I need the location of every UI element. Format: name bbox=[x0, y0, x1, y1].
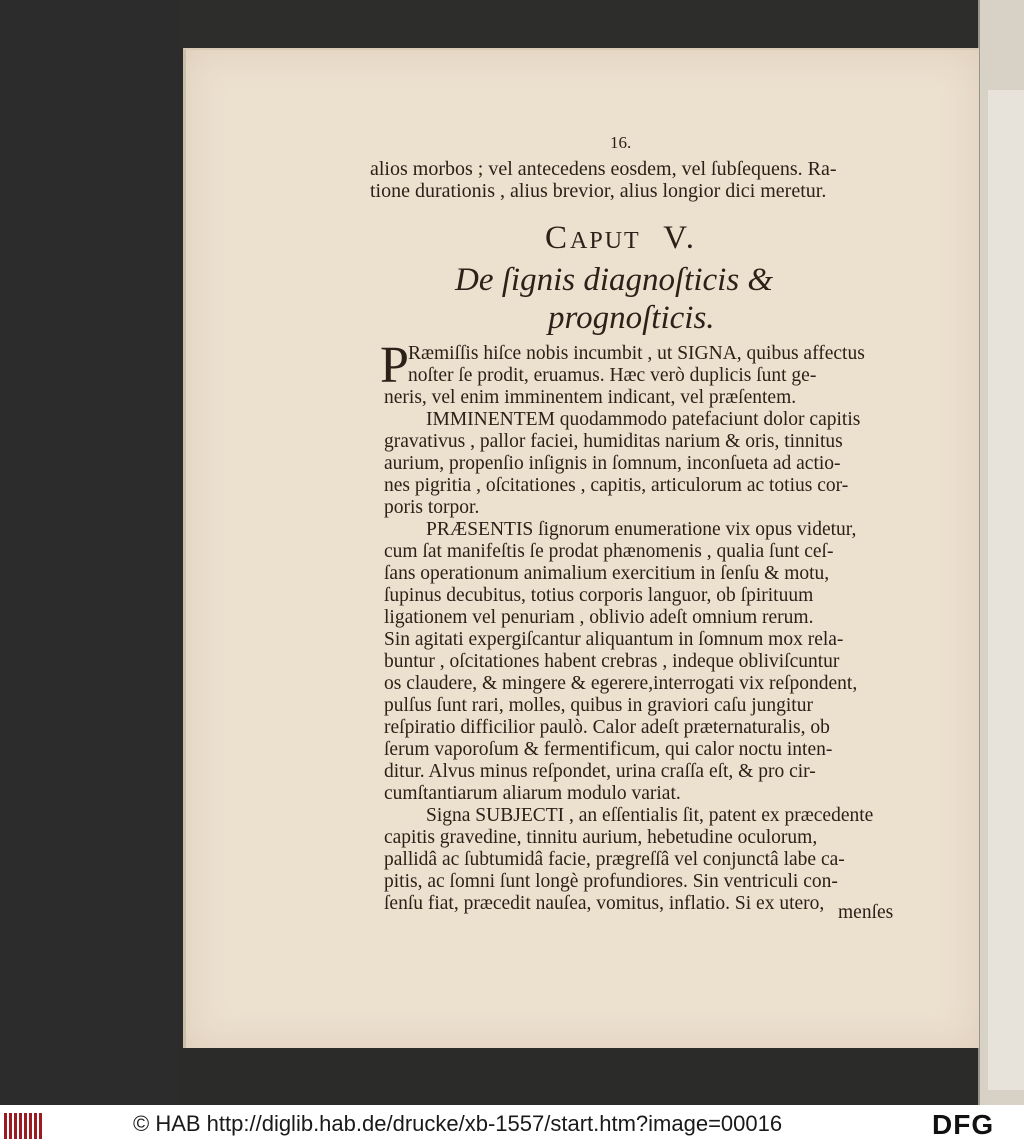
body-line: os claudere, & mingere & egerere,interrogati vix reſpondent, bbox=[384, 673, 858, 694]
chapter-heading bbox=[545, 220, 697, 257]
body-line: nes pigritia , oſcitationes , capitis, articulorum ac totius cor- bbox=[384, 475, 849, 496]
body-line: ditur. Alvus minus reſpondet, urina craſſa eſt, & pro cir- bbox=[384, 761, 816, 782]
body-line: Sin agitati expergiſcantur aliquantum in ſomnum mox rela- bbox=[384, 629, 844, 650]
dfg-logo: DFG bbox=[932, 1109, 995, 1140]
catchword: menſes bbox=[838, 902, 894, 923]
body-line: neris, vel enim imminentem indicant, vel præſentem. bbox=[384, 387, 797, 408]
body-line: ligationem vel penuriam , oblivio adeſt omnium rerum. bbox=[384, 607, 814, 628]
opening-line-1: alios morbos ; vel antecedens eosdem, vel ſubſequens. Ra- bbox=[370, 158, 837, 180]
body-line: ſerum vaporoſum & fermentificum, qui calor noctu inten- bbox=[384, 739, 833, 760]
drop-cap: P bbox=[380, 337, 409, 394]
body-line: Ræmiſſis hiſce nobis incumbit , ut SIGNA, quibus affectus bbox=[408, 343, 865, 364]
scan-background-left bbox=[0, 0, 180, 1105]
hab-logo-icon bbox=[4, 1113, 46, 1139]
body-line: pulſus ſunt rari, molles, quibus in graviori caſu jungitur bbox=[384, 695, 813, 716]
body-line: gravativus , pallor faciei, humiditas narium & oris, tinnitus bbox=[384, 431, 843, 452]
body-line: reſpiratio difficilior paulò. Calor adeſt præternaturalis, ob bbox=[384, 717, 830, 738]
body-line: ſenſu fiat, præcedit nauſea, vomitus, inflatio. Si ex utero, bbox=[384, 893, 825, 914]
body-line: buntur , oſcitationes habent crebras , indeque obliviſcuntur bbox=[384, 651, 840, 672]
body-line: PRÆSENTIS ſignorum enumeratione vix opus videtur, bbox=[426, 519, 857, 540]
chapter-heading-word: APUT bbox=[570, 228, 641, 254]
body-line: pallidâ ac ſubtumidâ facie, prægreſſâ vel conjunctâ labe ca- bbox=[384, 849, 845, 870]
facing-page-paper bbox=[988, 90, 1024, 1090]
body-line: ſans operationum animalium exercitium in ſenſu & motu, bbox=[384, 563, 830, 584]
opening-line-2: tione durationis , alius brevior, alius longior dici meretur. bbox=[370, 180, 827, 202]
copyright-link[interactable]: © HAB http://diglib.hab.de/drucke/xb-1557/start.htm?image=00016 bbox=[133, 1111, 783, 1136]
facing-page-edge bbox=[978, 0, 1024, 1105]
body-line: cum ſat manifeſtis ſe prodat phænomenis , qualia ſunt ceſ- bbox=[384, 541, 834, 562]
chapter-heading-initial: C bbox=[545, 220, 571, 256]
body-line: IMMINENTEM quodammodo patefaciunt dolor capitis bbox=[426, 409, 861, 430]
body-line: ſupinus decubitus, totius corporis languor, ob ſpirituum bbox=[384, 585, 814, 606]
chapter-subtitle-line-2: prognoſticis. bbox=[548, 300, 715, 336]
body-line: pitis, ac ſomni ſunt longè profundiores. Sin ventriculi con- bbox=[384, 871, 838, 892]
scan-background-top bbox=[180, 0, 980, 48]
body-line: poris torpor. bbox=[384, 497, 480, 518]
chapter-subtitle-line-1: De ſignis diagnoſticis & bbox=[455, 262, 774, 298]
chapter-number: V. bbox=[663, 220, 698, 256]
body-line: cumſtantiarum aliarum modulo variat. bbox=[384, 783, 681, 804]
body-line: aurium, propenſio inſignis in ſomnum, inconſueta ad actio- bbox=[384, 453, 841, 474]
body-line: noſter ſe prodit, eruamus. Hæc verò duplicis ſunt ge- bbox=[408, 365, 817, 386]
page-number: 16. bbox=[610, 133, 632, 152]
body-line: Signa SUBJECTI , an eſſentialis ſit, patent ex præcedente bbox=[426, 805, 874, 826]
body-line: capitis gravedine, tinnitu aurium, hebetudine oculorum, bbox=[384, 827, 818, 848]
footer-bar bbox=[0, 1105, 1024, 1145]
